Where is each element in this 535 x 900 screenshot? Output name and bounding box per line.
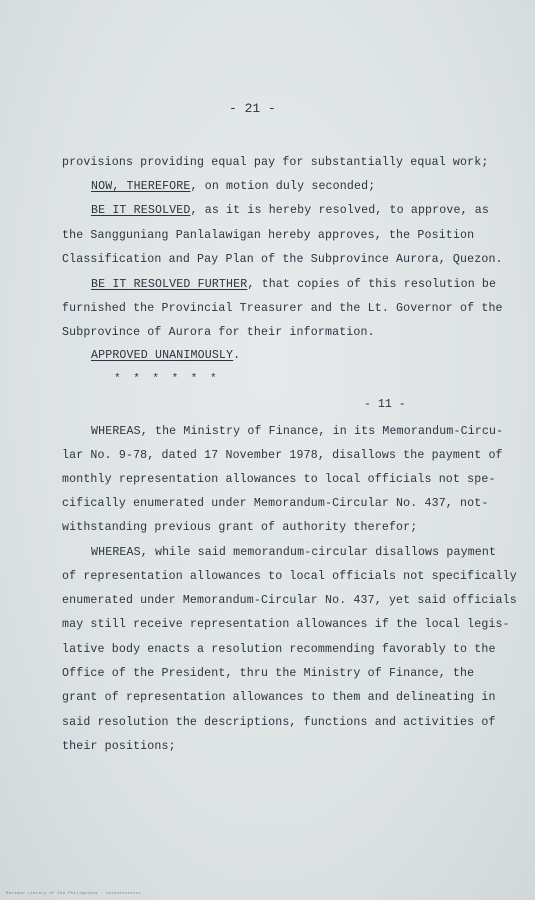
text-fragment: , as it is hereby resolved, to approve, as [190,204,490,217]
text-line: furnished the Provincial Treasurer and the Lt. Governor of the [62,302,503,315]
text-fragment: , on motion duly seconded; [190,180,376,193]
text-line: withstanding previous grant of authority therefor; [62,521,418,534]
text-line: the Sangguniang Panlalawigan hereby approves, the Position [62,229,475,242]
text-line: their positions; [62,740,176,753]
heading-now-therefore: NOW, THEREFORE [91,180,191,193]
page-number: - 21 - [229,101,276,116]
text-line [91,349,240,363]
text-line: enumerated under Memorandum-Circular No. 437, yet said officials [62,594,517,607]
text-line: provisions providing equal pay for substantially equal work; [62,156,489,169]
text-line: grant of representation allowances to them and delineating in [62,691,496,704]
text-line: said resolution the descriptions, functions and activities of [62,716,496,729]
text-line [91,180,375,194]
text-line: Subprovince of Aurora for their information. [62,326,375,339]
text-fragment: , that copies of this resolution be [247,278,497,291]
text-line [91,278,496,292]
text-line: monthly representation allowances to local officials not spe- [62,473,496,486]
text-line [91,204,489,218]
text-line: may still receive representation allowances if the local legis- [62,618,510,631]
footer-stamp: Mariano Library of the Philippines · xxxxxxxxxxxxx [6,892,142,896]
text-line: cifically enumerated under Memorandum-Circular No. 437, not- [62,497,489,510]
text-fragment: . [233,349,241,362]
heading-approved-unanimously: APPROVED UNANIMOUSLY [91,349,234,362]
heading-be-it-resolved: BE IT RESOLVED [91,204,191,217]
text-line: lative body enacts a resolution recommending favorably to the [62,643,496,656]
text-line: lar No. 9-78, dated 17 November 1978, disallows the payment of [62,449,503,462]
item-number: - 11 - [364,398,406,411]
text-line: WHEREAS, the Ministry of Finance, in its Memorandum-Circu- [91,425,504,438]
text-line: WHEREAS, while said memorandum-circular disallows payment [91,546,497,559]
section-separator: * * * * * * [114,373,220,385]
heading-be-it-resolved-further: BE IT RESOLVED FURTHER [91,278,248,291]
text-line: of representation allowances to local officials not specifically [62,570,517,583]
text-line: Classification and Pay Plan of the Subprovince Aurora, Quezon. [62,253,503,266]
text-line: Office of the President, thru the Ministry of Finance, the [62,667,475,680]
